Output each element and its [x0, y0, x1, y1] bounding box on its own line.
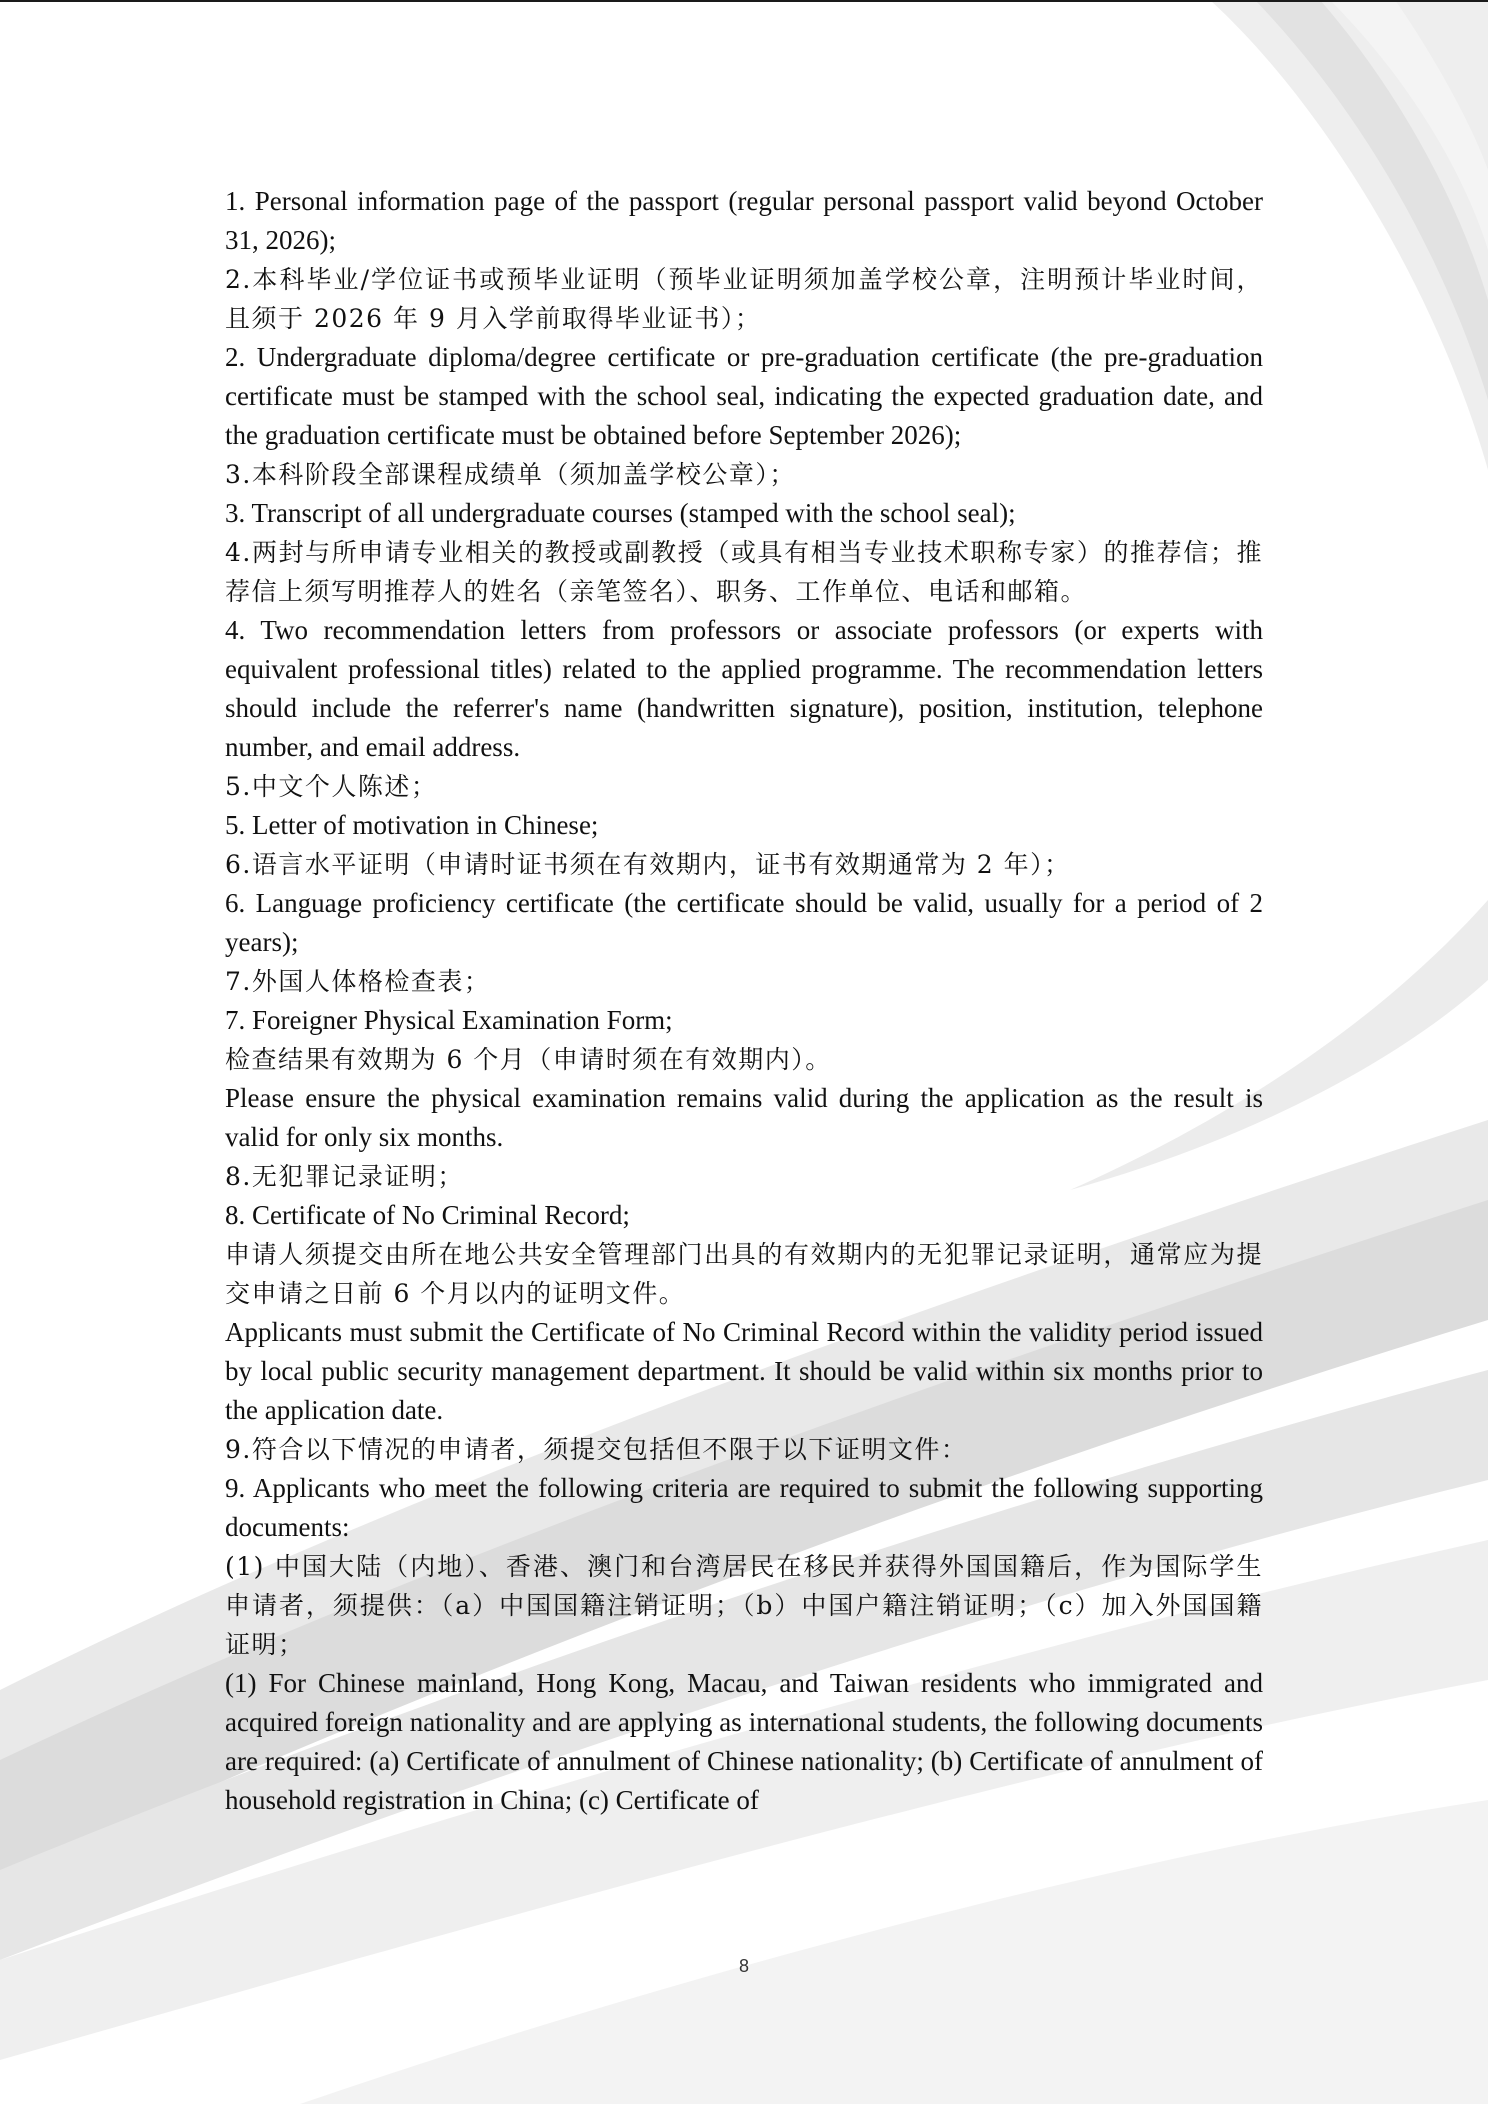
document-body: [225, 182, 1263, 1820]
paragraph-motivation-zh: 5.中文个人陈述；: [225, 772, 438, 801]
paragraph-nationality-en: (1) For Chinese mainland, Hong Kong, Macau, and Taiwan residents who immigrated and acquired foreign nationality and are applying as international students, the following documents are required: (a) Certificate of annulment of Chinese nationality; (b) Certificate of annulment of household registration in China; (c) Certificate of: [225, 1668, 1263, 1815]
paragraph-diploma-zh: 2.本科毕业/学位证书或预毕业证明（预毕业证明须加盖学校公章，注明预计毕业时间，且须于 2026 年 9 月入学前取得毕业证书）；: [225, 265, 1263, 333]
page-number: 8: [738, 1956, 749, 1976]
paragraph-physical-zh: 7.外国人体格检查表；: [225, 967, 491, 996]
paragraph-physical-validity-zh: 检查结果有效期为 6 个月（申请时须在有效期内）。: [225, 1045, 832, 1074]
paragraph-physical-en: 7. Foreigner Physical Examination Form;: [225, 1005, 673, 1035]
paragraph-criteria-zh: 9.符合以下情况的申请者，须提交包括但不限于以下证明文件：: [225, 1435, 968, 1464]
top-border-line: [0, 0, 1488, 2]
paragraph-criminal-record-zh: 8.无犯罪记录证明；: [225, 1162, 464, 1191]
paragraph-transcript-zh: 3.本科阶段全部课程成绩单（须加盖学校公章）；: [225, 460, 796, 489]
paragraph-criminal-record-detail-zh: 申请人须提交由所在地公共安全管理部门出具的有效期内的无犯罪记录证明，通常应为提交申请之日前 6 个月以内的证明文件。: [225, 1240, 1263, 1308]
paragraph-physical-validity-en: Please ensure the physical examination remains valid during the application as the result is valid for only six months.: [225, 1083, 1263, 1152]
paragraph-criminal-record-detail-en: Applicants must submit the Certificate of No Criminal Record within the validity period issued by local public security management department. It should be valid within six months prior to the application date.: [225, 1317, 1263, 1425]
paragraph-recommendation-en: 4. Two recommendation letters from professors or associate professors (or experts with equivalent professional titles) related to the applied programme. The recommendation letters should include the referrer's name (handwritten signature), position, institution, telephone number, and email address.: [225, 615, 1263, 762]
paragraph-language-zh: 6.语言水平证明（申请时证书须在有效期内，证书有效期通常为 2 年）；: [225, 850, 1071, 879]
paragraph-language-en: 6. Language proficiency certificate (the certificate should be valid, usually for a period of 2 years);: [225, 888, 1263, 957]
paragraph-recommendation-zh: 4.两封与所申请专业相关的教授或副教授（或具有相当专业技术职称专家）的推荐信；推荐信上须写明推荐人的姓名（亲笔签名）、职务、工作单位、电话和邮箱。: [225, 538, 1263, 606]
paragraph-criteria-en: 9. Applicants who meet the following criteria are required to submit the following supporting documents:: [225, 1473, 1263, 1542]
paragraph-passport-en: 1. Personal information page of the passport (regular personal passport valid beyond October 31, 2026);: [225, 186, 1263, 255]
paragraph-nationality-zh: (1) 中国大陆（内地）、香港、澳门和台湾居民在移民并获得外国国籍后，作为国际学生申请者，须提供：（a）中国国籍注销证明；（b）中国户籍注销证明；（c）加入外国国籍证明；: [225, 1552, 1263, 1659]
paragraph-diploma-en: 2. Undergraduate diploma/degree certificate or pre-graduation certificate (the pre-graduation certificate must be stamped with the school seal, indicating the expected graduation date, and the graduation certificate must be obtained before September 2026);: [225, 342, 1263, 450]
paragraph-transcript-en: 3. Transcript of all undergraduate courses (stamped with the school seal);: [225, 498, 1016, 528]
paragraph-motivation-en: 5. Letter of motivation in Chinese;: [225, 810, 599, 840]
paragraph-criminal-record-en: 8. Certificate of No Criminal Record;: [225, 1200, 630, 1230]
